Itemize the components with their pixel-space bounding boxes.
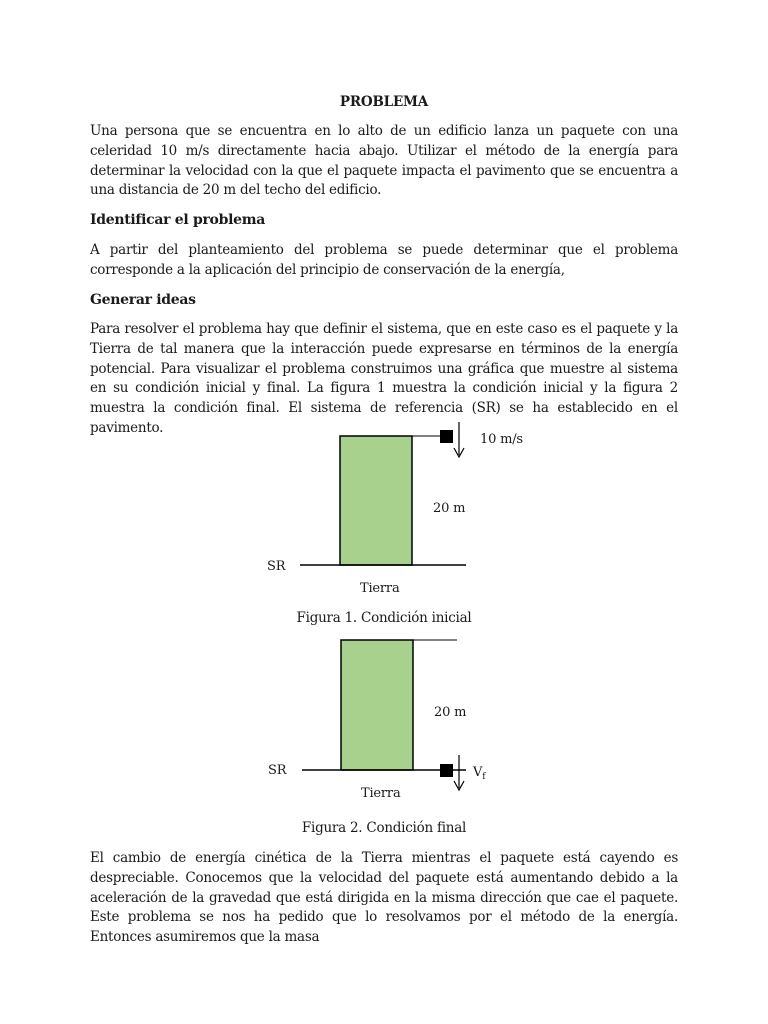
velocity-subscript-figure-2: f [482, 772, 486, 782]
identify-paragraph: A partir del planteamiento del problema se puede determinar que el problema corresponde a la aplicación del principio de conservación de la energía, [90, 242, 678, 278]
velocity-arrowhead-figure-2 [454, 781, 464, 790]
figure-1 [267, 422, 523, 596]
energy-paragraph: El cambio de energía cinética de la Tierra mientras el paquete está cayendo es despreciable. Conocemos que la velocidad del paquete está aumentando debido a la aceleración de la gravedad que está dirigida en la misma dirección que cae el paquete. Este problema se nos ha pedido que lo resolvamos por el método de la energía. Entonces asumiremos que la masa [90, 850, 678, 946]
velocity-label-figure-2 [472, 765, 486, 782]
document-title: PROBLEMA [339, 94, 429, 110]
velocity-arrowhead-figure-1 [454, 448, 464, 457]
reference-label-figure-2: SR [268, 763, 287, 778]
ideas-paragraph: Para resolver el problema hay que definir el sistema, que en este caso es el paquete y la Tierra de tal manera que la interacción puede expresarse en términos de la energía potencial. Para visualizar el problema construimos una gráfica que muestre al sistema en su condición inicial y final. La figura 1 muestra la condición inicial y la figura 2 muestra la condición final. El sistema de referencia (SR) se ha establecido en el pavimento. [90, 321, 678, 436]
height-label-figure-2: 20 m [434, 705, 467, 720]
section-heading-ideas: Generar ideas [90, 292, 196, 308]
figure-1-caption: Figura 1. Condición inicial [296, 610, 472, 626]
ground-label-figure-2: Tierra [361, 786, 401, 801]
height-label-figure-1: 20 m [433, 501, 466, 516]
velocity-label-figure-1: 10 m/s [480, 432, 523, 447]
figure-2-caption: Figura 2. Condición final [301, 820, 467, 836]
problem-statement-paragraph: Una persona que se encuentra en lo alto de un edificio lanza un paquete con una celeridad 10 m/s directamente hacia abajo. Utilizar el método de la energía para determinar la velocidad con la que el paquete impacta el pavimento que se encuentra a una distancia de 20 m del techo del edificio. [90, 123, 678, 199]
reference-label-figure-1: SR [267, 559, 286, 574]
building-figure-2 [341, 640, 413, 770]
ground-label-figure-1: Tierra [360, 581, 400, 596]
building-figure-1 [340, 436, 412, 565]
figure-2 [268, 640, 486, 801]
velocity-symbol-figure-2: V [473, 765, 483, 780]
section-heading-identify: Identificar el problema [90, 212, 265, 228]
package-figure-2 [440, 764, 453, 777]
